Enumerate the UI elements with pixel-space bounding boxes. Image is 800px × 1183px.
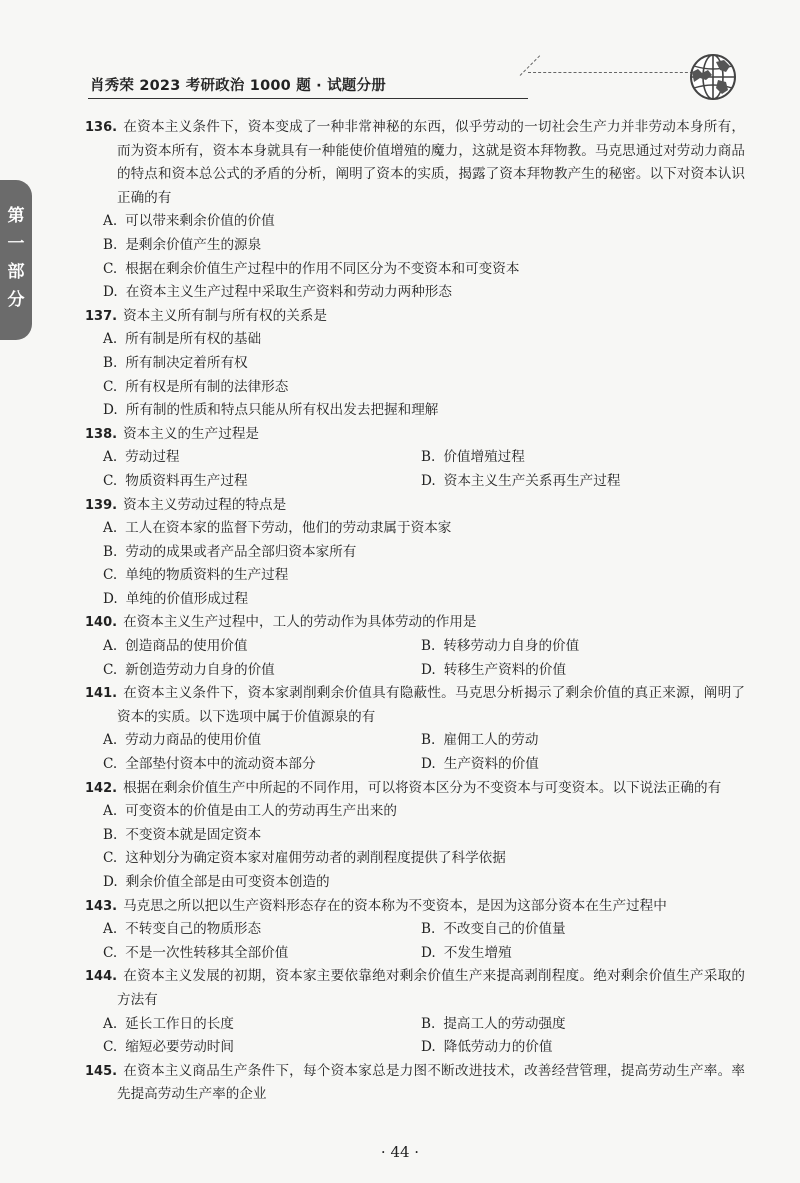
option-c: C. 物质资料再生产过程: [103, 472, 248, 489]
option-a: A. 可变资本的价值是由工人的劳动再生产出来的: [103, 803, 398, 820]
option-c: C. 根据在剩余价值生产过程中的作用不同区分为不变资本和可变资本: [103, 260, 520, 277]
globe-logo-icon: [688, 52, 738, 102]
question-137: [85, 305, 745, 423]
option-c: C. 不是一次性转移其全部价值: [103, 944, 289, 961]
option-b: B. 劳动的成果或者产品全部归资本家所有: [103, 543, 357, 560]
option-a: A. 劳动力商品的使用价值: [103, 732, 262, 749]
option-c: C. 缩短必要劳动时间: [103, 1039, 234, 1056]
question-number: 139.: [85, 497, 118, 513]
question-stem: 在资本主义发展的初期，资本家主要依靠绝对剩余价值生产来提高剥削程度。绝对剩余价值生产采取的方法有: [117, 968, 745, 1008]
option-b: B. 是剩余价值产生的源泉: [103, 236, 262, 253]
option-c: C. 新创造劳动力自身的价值: [103, 661, 275, 678]
question-stem: 在资本主义商品生产条件下，每个资本家总是力图不断改进技术，改善经营管理，提高劳动生产率。率先提高劳动生产率的企业: [117, 1062, 745, 1103]
question-138: [85, 423, 745, 494]
question-144: [85, 965, 745, 1059]
question-stem: 在资本主义条件下，资本家剥削剩余价值具有隐蔽性。马克思分析揭示了剩余价值的真正来源，阐明了资本的实质。以下选项中属于价值源泉的有: [117, 685, 745, 725]
option-b: B. 价值增殖过程: [421, 449, 525, 466]
option-b: B. 所有制决定着所有权: [103, 354, 248, 371]
question-143: [85, 895, 745, 966]
question-stem: 根据在剩余价值生产中所起的不同作用，可以将资本区分为不变资本与可变资本。以下说法正确的有: [123, 779, 722, 796]
option-a: A. 可以带来剩余价值的价值: [103, 213, 275, 230]
question-number: 145.: [85, 1063, 118, 1079]
question-136: [85, 116, 745, 305]
option-a: A. 延长工作日的长度: [103, 1015, 234, 1032]
option-c: C. 全部垫付资本中的流动资本部分: [103, 756, 316, 773]
option-d: D. 降低劳动力的价值: [421, 1039, 553, 1056]
question-number: 142.: [85, 780, 118, 796]
option-c: C. 所有权是所有制的法律形态: [103, 378, 289, 395]
question-number: 136.: [85, 120, 118, 135]
question-number: 138.: [85, 426, 118, 442]
option-d: D. 资本主义生产关系再生产过程: [421, 472, 621, 489]
option-b: B. 不变资本就是固定资本: [103, 826, 262, 843]
option-d: D. 不发生增殖: [421, 944, 512, 961]
question-number: 141.: [85, 686, 118, 702]
option-a: A. 不转变自己的物质形态: [103, 921, 262, 938]
side-tab-char: 部: [7, 262, 25, 282]
option-b: B. 雇佣工人的劳动: [421, 732, 539, 749]
question-140: [85, 611, 745, 682]
section-side-tab: [0, 180, 32, 340]
question-number: 143.: [85, 898, 118, 914]
option-b: B. 不改变自己的价值量: [421, 921, 566, 938]
option-d: D. 单纯的价值形成过程: [103, 590, 249, 607]
side-tab-char: 一: [7, 234, 25, 254]
option-a: A. 劳动过程: [103, 449, 180, 466]
question-145: [85, 1060, 745, 1107]
option-d: D. 在资本主义生产过程中采取生产资料和劳动力两种形态: [103, 284, 452, 301]
question-stem: 在资本主义生产过程中，工人的劳动作为具体劳动的作用是: [123, 614, 477, 631]
option-a: A. 创造商品的使用价值: [103, 638, 248, 655]
question-number: 137.: [85, 308, 118, 324]
question-stem: 马克思之所以把以生产资料形态存在的资本称为不变资本，是因为这部分资本在生产过程中: [123, 897, 667, 914]
option-d: D. 所有制的性质和特点只能从所有权出发去把握和理解: [103, 402, 439, 419]
header-rule: [88, 98, 528, 99]
option-c: C. 单纯的物质资料的生产过程: [103, 567, 289, 584]
option-d: D. 生产资料的价值: [421, 756, 539, 773]
page-number: · 44 ·: [380, 1143, 420, 1161]
option-b: B. 转移劳动力自身的价值: [421, 638, 580, 655]
side-tab-char: 分: [7, 290, 25, 310]
option-b: B. 提高工人的劳动强度: [421, 1015, 566, 1032]
question-list: [85, 116, 745, 1107]
book-header-title: 肖秀荣 2023 考研政治 1000 题 · 试题分册: [90, 78, 386, 94]
question-stem: 资本主义的生产过程是: [123, 425, 260, 442]
question-stem: 在资本主义条件下，资本变成了一种非常神秘的东西，似乎劳动的一切社会生产力并非劳动本身所有，而为资本所有，资本本身就具有一种能使价值增殖的魔力，这就是资本拜物教。马克思通过对劳动力商品的特点和资本总公式的矛盾的分析，阐明了资本的实质，揭露了资本拜物教产生的秘密。以下对资本认识正确的有: [117, 119, 745, 206]
option-c: C. 这种划分为确定资本家对雇佣劳动者的剥削程度提供了科学依据: [103, 850, 506, 867]
question-141: [85, 682, 745, 776]
question-number: 144.: [85, 969, 118, 985]
option-a: A. 工人在资本家的监督下劳动，他们的劳动隶属于资本家: [103, 520, 452, 537]
question-142: [85, 777, 745, 895]
option-d: D. 转移生产资料的价值: [421, 661, 567, 678]
question-stem: 资本主义劳动过程的特点是: [123, 496, 287, 513]
option-d: D. 剩余价值全部是由可变资本创造的: [103, 874, 330, 890]
question-139: [85, 494, 745, 612]
option-a: A. 所有制是所有权的基础: [103, 331, 262, 348]
side-tab-char: 第: [7, 206, 25, 226]
question-number: 140.: [85, 615, 118, 631]
header-dashed-rule: [528, 72, 698, 99]
question-stem: 资本主义所有制与所有权的关系是: [123, 307, 327, 324]
